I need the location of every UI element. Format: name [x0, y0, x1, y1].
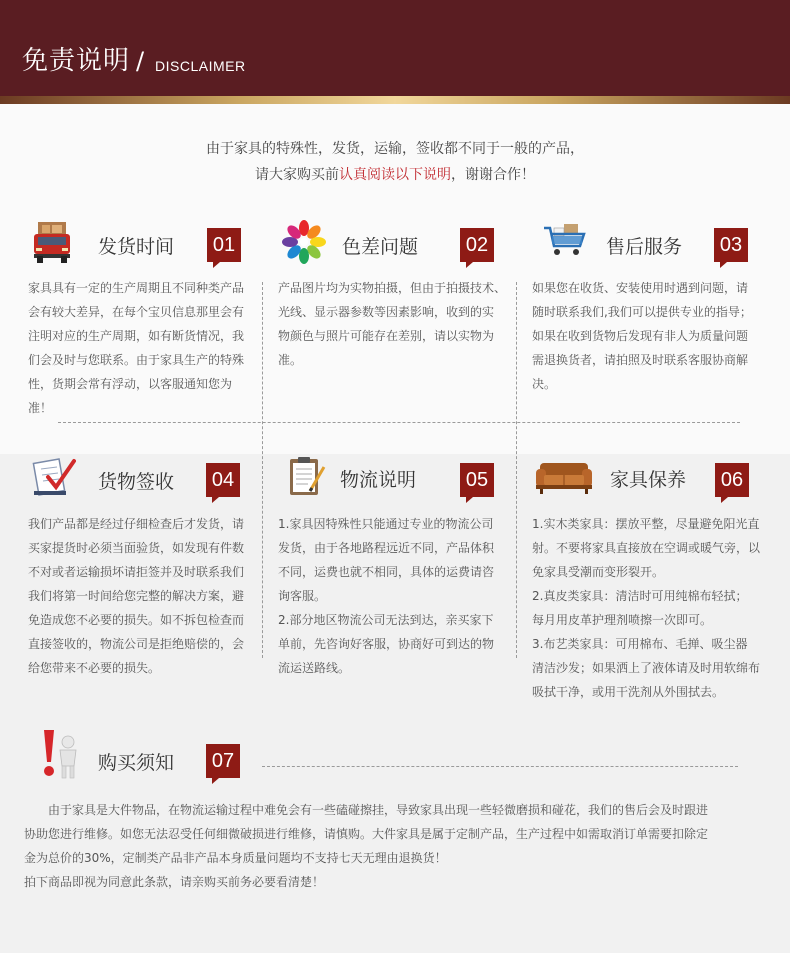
text-line: 2.部分地区物流公司无法到达，亲买家下 — [278, 613, 494, 627]
text-line: 流运送路线。 — [278, 661, 351, 675]
header-gold-stripe — [0, 96, 790, 104]
exclamation-person-icon — [38, 728, 82, 782]
text-line: 我们产品都是经过仔细检查后才发货，请 — [28, 517, 245, 531]
section-delivery-time-text — [28, 276, 254, 420]
text-line: 单前，先咨询好客服，协商好可到达的物 — [278, 637, 495, 651]
section-title: 购买须知 — [98, 752, 175, 774]
text-line: 随时联系我们,我们可以提供专业的指导； — [532, 305, 752, 319]
text-line: 物颜色与照片可能存在差别，请以实物为 — [278, 329, 495, 343]
section-goods-receipt-text — [28, 512, 256, 680]
header-title — [22, 44, 145, 78]
text-line: 免造成您不必要的损失。如不拆包检查而 — [28, 613, 245, 627]
delivery-truck-icon — [32, 220, 76, 264]
section-title: 家具保养 — [610, 469, 687, 491]
section-number-badge: 02 — [460, 228, 494, 262]
service-cart-icon — [542, 220, 586, 264]
text-line: 金为总价的30%，定制类产品非产品本身质量问题均不支持七天无理由退换货！ — [24, 851, 447, 865]
intro-highlight: 认真阅读以下说明 — [339, 167, 451, 183]
text-line: 射。不要将家具直接放在空调或暖气旁，以 — [532, 541, 761, 555]
checklist-icon — [32, 455, 76, 499]
section-color-difference-text — [278, 276, 514, 372]
text-line: 性，货期会常有浮动，以客服通知您为准！ — [28, 377, 233, 415]
text-line: 光线、显示器参数等因素影响，收到的实 — [278, 305, 495, 319]
section-title: 物流说明 — [340, 469, 417, 491]
clipboard-icon — [286, 455, 330, 499]
color-wheel-icon — [282, 220, 326, 264]
text-line: 吸拭干净，或用干洗剂从外围拭去。 — [532, 685, 725, 699]
text-line: 们会及时与您联系。由于家具生产的特殊 — [28, 353, 245, 367]
text-line: 不对或者运输损坏请拒签并及时联系我们 — [28, 565, 245, 579]
section-title: 货物签收 — [98, 471, 175, 493]
text-line: 决。 — [532, 377, 557, 391]
text-line: 询客服。 — [278, 589, 327, 603]
section-number-badge: 07 — [206, 744, 240, 778]
text-line: 免家具受潮而变形裂开。 — [532, 565, 665, 579]
section-after-sales-text — [532, 276, 768, 396]
section-number-badge: 03 — [714, 228, 748, 262]
header-title-text: 免责说明 — [22, 46, 131, 76]
section-number-badge: 04 — [206, 463, 240, 497]
text-line: 1.家具因特殊性只能通过专业的物流公司 — [278, 517, 494, 531]
notice-divider — [262, 766, 738, 767]
text-line: 3.布艺类家具：可用棉布、毛掸、吸尘器 — [532, 637, 748, 651]
intro-line-2 — [0, 164, 790, 184]
text-line: 2.真皮类家具：清洁时可用纯棉布轻拭； — [532, 589, 748, 603]
text-line: 会有较大差异，在每个宝贝信息那里会有 — [28, 305, 245, 319]
section-title: 色差问题 — [342, 236, 419, 258]
text-line: 如果在收到货物后发现有非人为质量问题 — [532, 329, 749, 343]
text-line: 给您带来不必要的损失。 — [28, 661, 161, 675]
section-title: 售后服务 — [606, 236, 683, 258]
column-divider-left — [262, 282, 263, 658]
text-line: 拍下商品即视为同意此条款，请亲购买前务必要看清楚！ — [24, 875, 325, 889]
row-divider — [58, 422, 740, 423]
header-banner — [0, 0, 790, 104]
text-line: 注明对应的生产周期，如有断货情况，我 — [28, 329, 245, 343]
section-logistics-text — [278, 512, 512, 680]
text-line: 直接签收的，物流公司是拒绝赔偿的，会 — [28, 637, 245, 651]
text-line: 清洁沙发；如果洒上了液体请及时用软绵布 — [532, 661, 761, 675]
header-slash: / — [136, 47, 146, 75]
text-line: 由于家具是大件物品，在物流运输过程中难免会有一些磕碰擦挂，导致家具出现一些轻微磨损和碰花，我们的售后会及时跟进 — [48, 803, 709, 817]
text-line: 1.实木类家具：摆放平整，尽量避免阳光直 — [532, 517, 760, 531]
purchase-notice-text — [24, 798, 744, 894]
text-line: 需退换货者，请拍照及时联系客服协商解 — [532, 353, 749, 367]
intro-line-1: 由于家具的特殊性，发货，运输，签收都不同于一般的产品， — [206, 141, 584, 157]
text-line: 发货，由于各地路程远近不同，产品体积 — [278, 541, 495, 555]
text-line: 家具具有一定的生产周期且不同种类产品 — [28, 281, 245, 295]
text-line: 不同，运费也就不相同，具体的运费请咨 — [278, 565, 495, 579]
section-furniture-care-text — [532, 512, 772, 704]
sofa-icon — [534, 455, 594, 499]
text-line: 如果您在收货、安装使用时遇到问题，请 — [532, 281, 749, 295]
header-subtitle: DISCLAIMER — [155, 58, 246, 74]
section-title: 发货时间 — [98, 236, 175, 258]
section-number-badge: 01 — [207, 228, 241, 262]
intro-line-2-end: ，谢谢合作！ — [451, 167, 535, 183]
text-line: 协助您进行维修。如您无法忍受任何细微破损进行维修，请慎购。大件家具是属于定制产品，生产过程中如需取消订单需要扣除定 — [24, 827, 709, 841]
text-line: 买家提货时必须当面验货，如发现有件数 — [28, 541, 245, 555]
section-number-badge: 05 — [460, 463, 494, 497]
column-divider-right — [516, 282, 517, 658]
intro-line-2-start: 请大家购买前 — [255, 167, 339, 183]
text-line: 每月用皮革护理剂喷擦一次即可。 — [532, 613, 713, 627]
text-line: 准。 — [278, 353, 303, 367]
text-line: 产品图片均为实物拍摄，但由于拍摄技术、 — [278, 281, 507, 295]
text-line: 我们将第一时间给您完整的解决方案，避 — [28, 589, 245, 603]
section-number-badge: 06 — [715, 463, 749, 497]
